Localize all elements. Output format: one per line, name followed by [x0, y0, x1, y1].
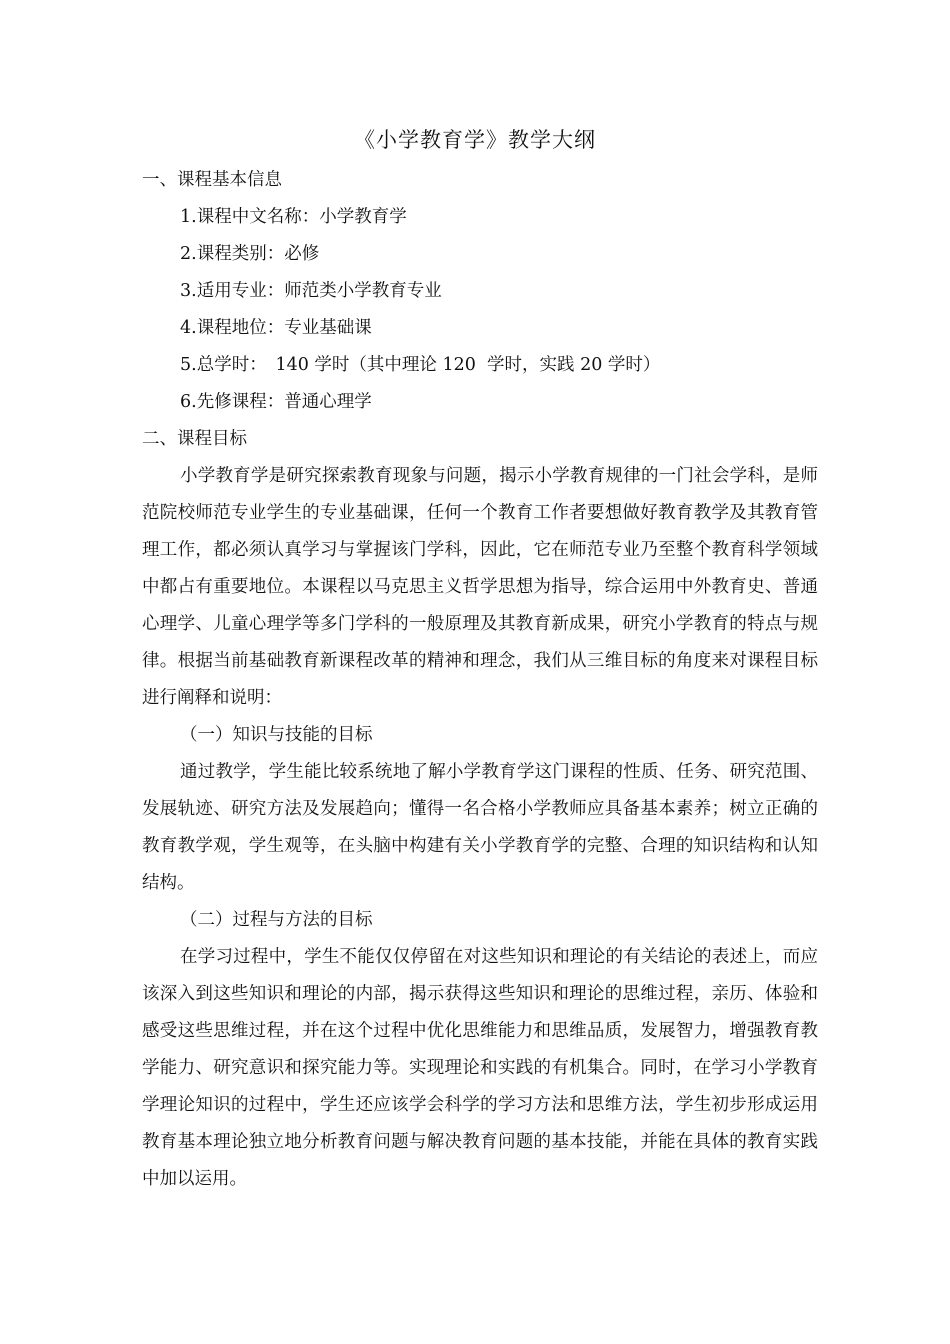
info-item-major: 3.适用专业：师范类小学教育专业: [180, 281, 442, 301]
process-paragraph: 在学习过程中，学生不能仅仅停留在对这些知识和理论的有关结论的表述上，而应该深入到这些知识和理论的内部，揭示获得这些知识和理论的思维过程，亲历、体验和感受这些思维过程，并在这个过程中优化思维能力和思维品质，发展智力，增强教育教学能力、研究意识和探究能力等。实现理论和实践的有机集合。同时，在学习小学教育学理论知识的过程中，学生还应该学会科学的学习方法和思维方法，学生初步形成运用教育基本理论独立地分析教育问题与解决教育问题的基本技能，并能在具体的教育实践中加以运用。: [142, 947, 818, 1189]
info-item-total-hours: 5.总学时： 140 学时（其中理论 120 学时，实践 20 学时）: [180, 355, 661, 375]
info-item-course-status: 4.课程地位：专业基础课: [180, 318, 372, 338]
objectives-intro-paragraph: 小学教育学是研究探索教育现象与问题，揭示小学教育规律的一门社会学科，是师范院校师范专业学生的专业基础课，任何一个教育工作者要想做好教育教学及其教育管理工作，都必须认真学习与掌握该门学科，因此，它在师范专业乃至整个教育科学领域中都占有重要地位。本课程以马克思主义哲学思想为指导，综合运用中外教育史、普通心理学、儿童心理学等多门学科的一般原理及其教育新成果，研究小学教育的特点与规律。根据当前基础教育新课程改革的精神和理念，我们从三维目标的角度来对课程目标进行阐释和说明：: [142, 466, 818, 708]
document-title: 《小学教育学》教学大纲: [354, 128, 596, 152]
info-item-course-type: 2.课程类别：必修: [180, 244, 320, 264]
document-body: [142, 162, 818, 1198]
subsection-heading-knowledge: （一）知识与技能的目标: [180, 725, 373, 745]
info-item-prerequisite: 6.先修课程：普通心理学: [180, 392, 372, 412]
section-heading-objectives: 二、课程目标: [142, 429, 247, 449]
section-heading-basic-info: 一、课程基本信息: [142, 170, 282, 190]
subsection-heading-process: （二）过程与方法的目标: [180, 910, 373, 930]
info-item-course-name: 1.课程中文名称：小学教育学: [180, 207, 407, 227]
knowledge-paragraph: 通过教学，学生能比较系统地了解小学教育学这门课程的性质、任务、研究范围、发展轨迹、研究方法及发展趋向；懂得一名合格小学教师应具备基本素养；树立正确的教育教学观，学生观等，在头脑中构建有关小学教育学的完整、合理的知识结构和认知结构。: [142, 762, 818, 893]
